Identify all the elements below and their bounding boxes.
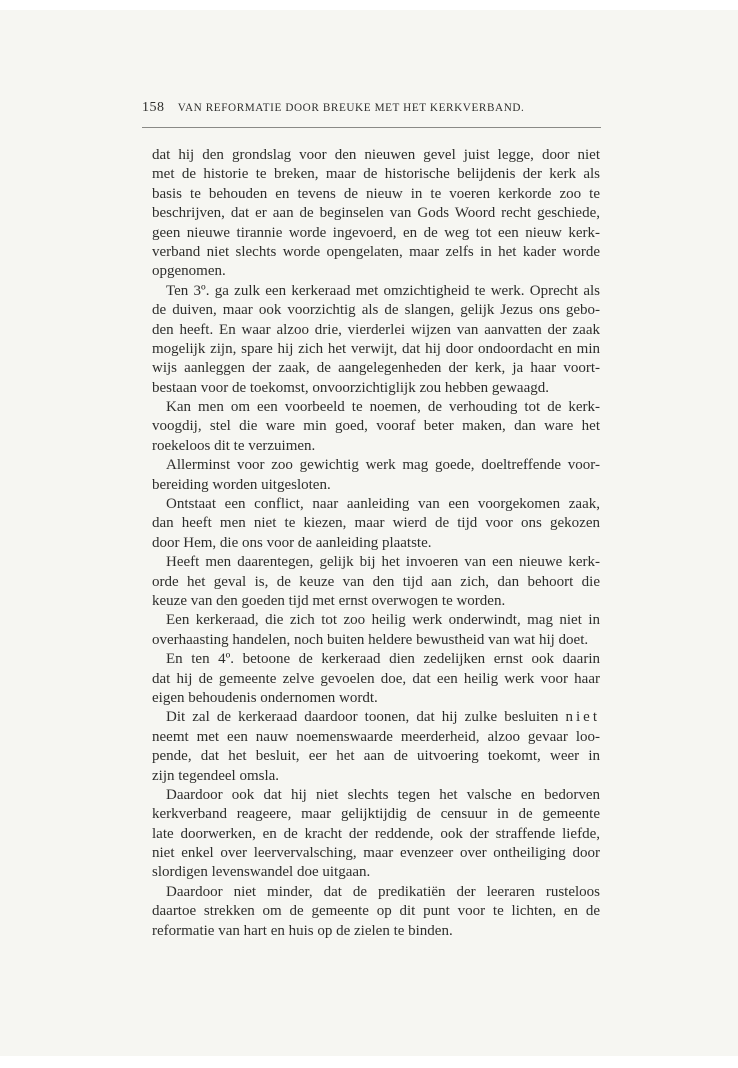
text-line: Daardoor niet minder, dat de predikatiën der leeraren rusteloos	[166, 883, 600, 900]
text-line: orde het geval is, de keuze van den tijd aan zich, dan behoort die	[152, 573, 600, 590]
text-line: keuze van den goeden tijd met ernst overwogen te worden.	[152, 592, 506, 609]
text-line: roekeloos dit te verzuimen.	[152, 437, 316, 454]
text-line: niet enkel over leervervalsching, maar evenzeer over ontheiliging door	[152, 845, 600, 862]
page-edge-bottom	[0, 1056, 738, 1068]
text-line: eigen behoudenis ondernomen wordt.	[152, 689, 378, 706]
text-line: En ten 4º. betoone de kerkeraad dien zedelijken ernst ook daarin	[166, 651, 600, 668]
text-line: Heeft men daarentegen, gelijk bij het invoeren van een nieuwe kerk-	[166, 554, 600, 571]
text-line: Daardoor ook dat hij niet slechts tegen het valsche en bedorven	[166, 786, 600, 803]
text-line: Ten 3º. ga zulk een kerkeraad met omzichtigheid te werk. Oprecht als	[166, 282, 600, 299]
text-line: dan heeft men niet te kiezen, maar wierd de tijd voor ons gekozen	[152, 515, 600, 532]
text-line: bestaan voor de toekomst, onvoorzichtiglijk zou hebben gewaagd.	[152, 379, 549, 396]
text-line: dat hij de gemeente zelve gevoelen doe, dat een heilig werk voor haar	[152, 670, 600, 687]
text-line: bereiding worden uitgesloten.	[152, 476, 331, 493]
text-line: voogdij, stel die ware min goed, vooraf beter maken, dan ware het	[152, 418, 600, 435]
text-line: wijs aanleggen der zaak, de aangelegenheden der kerk, ja haar voort-	[152, 360, 600, 377]
text-line: pende, dat het besluit, eer het aan de uitvoering toekomt, weer in	[152, 748, 600, 765]
header-rule	[142, 127, 601, 128]
text-line: Ontstaat een conflict, naar aanleiding van een voorgekomen zaak,	[166, 496, 600, 513]
text-line: reformatie van hart en huis op de zielen te binden.	[152, 922, 453, 939]
body-text	[152, 146, 600, 941]
text-line: mogelijk zijn, spare hij zich het verwijt, dat hij door ondoordacht en min	[152, 340, 600, 357]
text-line: late doorwerken, en de kracht der reddende, ook der straffende liefde,	[152, 825, 600, 842]
page-edge-top	[0, 0, 738, 10]
text-line	[152, 708, 600, 727]
text-line: slordigen levenswandel doe uitgaan.	[152, 864, 371, 881]
text-line: verband niet slechts worde opengelaten, maar zelfs in het kader worde	[152, 243, 600, 260]
text-line: door Hem, die ons voor de aanleiding plaatste.	[152, 534, 432, 551]
text-line: dat hij den grondslag voor den nieuwen gevel juist legge, door niet	[152, 147, 600, 163]
text-line: geen nieuwe tirannie worde ingevoerd, en de weg tot een nieuw kerk-	[152, 224, 600, 241]
text-line: daartoe strekken om de gemeente op dit punt voor te lichten, en de	[152, 903, 600, 920]
text-line: zijn tegendeel omsla.	[152, 767, 280, 784]
text-line: neemt met een nauw noemenswaarde meerderheid, alzoo gevaar loo-	[152, 728, 600, 745]
text-line: Kan men om een voorbeeld te noemen, de verhouding tot de kerk-	[166, 399, 600, 416]
text-line: Een kerkeraad, die zich tot zoo heilig werk onderwindt, mag niet in	[166, 612, 600, 629]
text-line: den heeft. En waar alzoo drie, vierderlei wijzen van aanvatten der zaak	[152, 321, 600, 338]
text-line: kerkverband reageere, maar gelijktijdig de censuur in de gemeente	[152, 806, 600, 823]
text-line: de duiven, maar ook voorzichtig als de slangen, gelijk Jezus ons gebo-	[152, 302, 600, 319]
running-head: VAN REFORMATIE DOOR BREUKE MET HET KERKVERBAND.	[177, 102, 525, 114]
text-line: opgenomen.	[152, 263, 226, 280]
text-segment: Dit zal de kerkeraad daardoor toonen, dat hij zulke besluiten	[166, 709, 559, 726]
text-line: Allerminst voor zoo gewichtig werk mag goede, doeltreffende voor-	[166, 457, 600, 474]
text-line: met de historie te breken, maar de historische belijdenis der kerk als	[152, 166, 600, 183]
page-header	[142, 100, 602, 122]
text-line: beschrijven, dat er aan de beginselen van Gods Woord recht geschiede,	[152, 205, 600, 222]
text-line: overhaasting handelen, noch buiten heldere bewustheid van wat hij doet.	[152, 631, 589, 648]
text-line: basis te behouden en tevens de nieuw in te voeren kerkorde zoo te	[152, 185, 600, 202]
spaced-emphasis-word: niet	[565, 709, 600, 726]
page-number: 158	[142, 100, 165, 115]
